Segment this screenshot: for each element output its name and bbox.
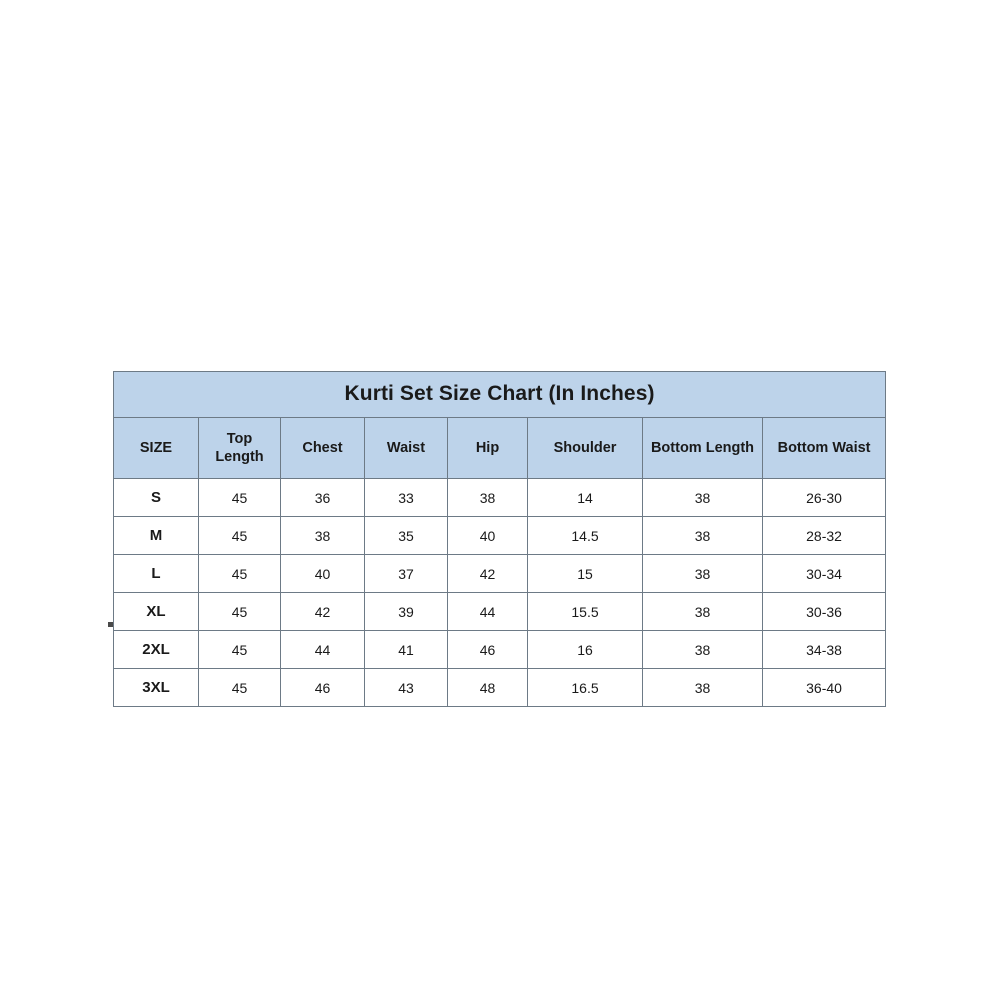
cell-chest: 46 [281,669,365,707]
cell-waist: 43 [365,669,448,707]
chart-title-row [114,372,886,418]
cell-shoulder: 16 [528,631,643,669]
cell-bottom-waist: 26-30 [763,479,886,517]
cell-bottom-waist: 28-32 [763,517,886,555]
cell-chest: 44 [281,631,365,669]
column-header-bottom-length: Bottom Length [643,418,763,479]
cell-top-length: 45 [199,555,281,593]
cell-size: 3XL [114,669,199,707]
cell-top-length: 45 [199,479,281,517]
cell-bottom-waist: 36-40 [763,669,886,707]
column-header-bottom-waist: Bottom Waist [763,418,886,479]
cell-shoulder: 15.5 [528,593,643,631]
cell-bottom-length: 38 [643,669,763,707]
cell-top-length: 45 [199,631,281,669]
cell-size: M [114,517,199,555]
column-header-row [114,418,886,479]
cell-size: 2XL [114,631,199,669]
cell-bottom-length: 38 [643,517,763,555]
cell-chest: 40 [281,555,365,593]
page-title: Kurti Set Size Chart (In Inches) [114,372,886,418]
column-header-hip: Hip [448,418,528,479]
table-row [114,593,886,631]
cell-bottom-length: 38 [643,479,763,517]
column-header-shoulder: Shoulder [528,418,643,479]
cell-hip: 38 [448,479,528,517]
table-row [114,555,886,593]
cell-hip: 40 [448,517,528,555]
column-header-waist: Waist [365,418,448,479]
cell-chest: 36 [281,479,365,517]
cell-hip: 44 [448,593,528,631]
column-header-size: SIZE [114,418,199,479]
cell-shoulder: 14.5 [528,517,643,555]
cell-shoulder: 16.5 [528,669,643,707]
cell-waist: 35 [365,517,448,555]
cell-size: S [114,479,199,517]
size-chart-table [113,371,886,707]
cell-shoulder: 15 [528,555,643,593]
table-row [114,669,886,707]
table-row [114,517,886,555]
cell-top-length: 45 [199,593,281,631]
cell-bottom-length: 38 [643,593,763,631]
column-header-top-length: Top Length [199,418,281,479]
column-header-chest: Chest [281,418,365,479]
cell-bottom-length: 38 [643,631,763,669]
cell-size: XL [114,593,199,631]
cell-bottom-waist: 34-38 [763,631,886,669]
cell-top-length: 45 [199,669,281,707]
table-row [114,631,886,669]
size-chart-container [113,371,885,707]
cell-bottom-length: 38 [643,555,763,593]
corner-mark-decoration [108,622,113,627]
cell-waist: 37 [365,555,448,593]
cell-hip: 42 [448,555,528,593]
cell-shoulder: 14 [528,479,643,517]
cell-top-length: 45 [199,517,281,555]
cell-hip: 48 [448,669,528,707]
cell-bottom-waist: 30-34 [763,555,886,593]
table-row [114,479,886,517]
cell-chest: 38 [281,517,365,555]
cell-hip: 46 [448,631,528,669]
cell-waist: 39 [365,593,448,631]
cell-chest: 42 [281,593,365,631]
cell-waist: 33 [365,479,448,517]
cell-size: L [114,555,199,593]
cell-bottom-waist: 30-36 [763,593,886,631]
cell-waist: 41 [365,631,448,669]
